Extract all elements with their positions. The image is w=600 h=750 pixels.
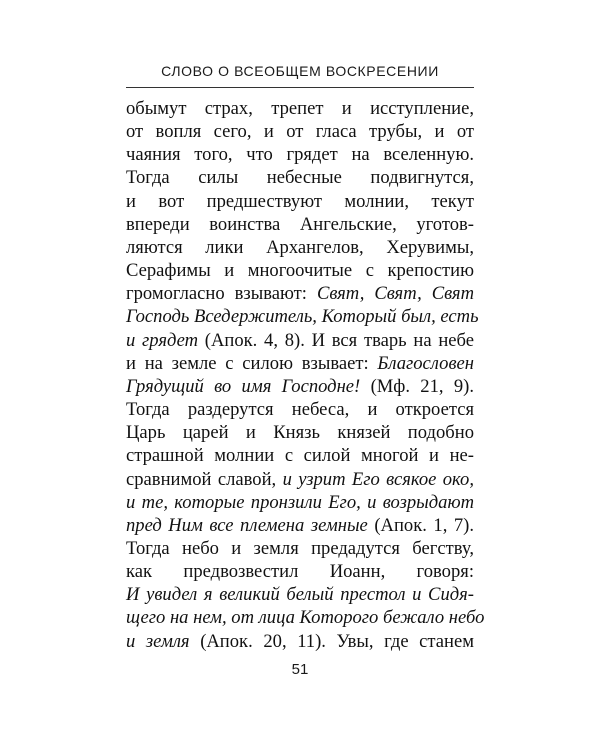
italic-quote-run: Господь Вседержитель, Который был, есть — [126, 306, 479, 328]
text-run: и вот предшествуют молнии, текут — [126, 190, 474, 212]
text-line — [126, 375, 474, 398]
text-run: сравнимой славой, — [126, 468, 283, 490]
italic-quote-run: пред Ним все племена земные — [126, 514, 368, 536]
italic-quote-run: Свят, Свят, Свят — [316, 283, 475, 305]
text-line — [126, 398, 474, 421]
text-line — [126, 421, 474, 444]
body-text — [126, 97, 485, 653]
running-head: СЛОВО О ВСЕОБЩЕМ ВОСКРЕСЕНИИ — [161, 63, 439, 79]
text-run: впереди воинства Ангельские, уготов- — [126, 213, 474, 235]
text-run: чаяния того, что грядет на вселенную. — [126, 144, 474, 166]
text-run: (Апок. 1, 7). — [367, 514, 474, 536]
text-run: Тогда раздерутся небеса, и откроется — [126, 399, 474, 421]
header-rule — [126, 87, 474, 88]
text-run: обымут страх, трепет и исступление, — [126, 98, 474, 119]
text-line — [126, 143, 474, 166]
text-line — [126, 329, 474, 352]
italic-quote-run: и те, которые пронзили Его, и возрыдают — [126, 491, 474, 513]
text-line — [126, 236, 474, 259]
text-line — [126, 514, 474, 537]
text-run: Тогда силы небесные подвигнутся, — [126, 167, 474, 189]
text-line — [126, 190, 474, 213]
text-run: и на земле с силою взывает: — [126, 352, 378, 374]
text-line — [126, 491, 474, 514]
text-run: громогласно взывают: — [126, 283, 317, 305]
text-line — [126, 537, 474, 560]
italic-quote-run: и грядет — [126, 329, 199, 351]
text-run: страшной молнии с силой многой и не- — [126, 445, 474, 467]
italic-quote-run: И увидел я великий белый престол и Сидя- — [126, 584, 474, 606]
text-line — [126, 305, 479, 328]
text-run: как предвозвестил Иоанн, говоря: — [126, 561, 474, 583]
italic-quote-run: и узрит Его всякое око, — [282, 468, 474, 490]
text-line — [126, 468, 474, 491]
text-line — [126, 166, 474, 189]
italic-quote-run: и земля — [126, 630, 190, 652]
text-run: (Апок. 20, 11). Увы, где станем — [189, 630, 475, 652]
italic-quote-run: щего на нем, от лица Которого бежало небо — [126, 607, 485, 629]
text-run: Тогда небо и земля предадутся бегству, — [126, 537, 474, 559]
text-line — [126, 606, 485, 629]
text-line — [126, 282, 474, 305]
text-line — [126, 120, 474, 143]
text-run: Царь царей и Князь князей подобно — [126, 422, 474, 444]
text-line — [126, 259, 474, 282]
text-run: Серафимы и многоочитые с крепостию — [126, 260, 474, 282]
italic-quote-run: Грядущий во имя Господне! — [126, 375, 361, 397]
text-line — [126, 630, 474, 653]
text-run: (Мф. 21, 9). — [360, 375, 475, 397]
text-run: ляются лики Архангелов, Херувимы, — [126, 236, 474, 258]
text-line — [126, 97, 474, 120]
page-number: 51 — [291, 661, 309, 678]
text-run: от вопля сего, и от гласа трубы, и от — [126, 121, 474, 143]
text-line — [126, 213, 474, 236]
text-line — [126, 583, 474, 606]
text-run: (Апок. 4, 8). И вся тварь на небе — [198, 329, 474, 351]
text-line — [126, 560, 474, 583]
italic-quote-run: Благословен — [377, 352, 474, 374]
text-line — [126, 352, 474, 375]
text-line — [126, 444, 474, 467]
